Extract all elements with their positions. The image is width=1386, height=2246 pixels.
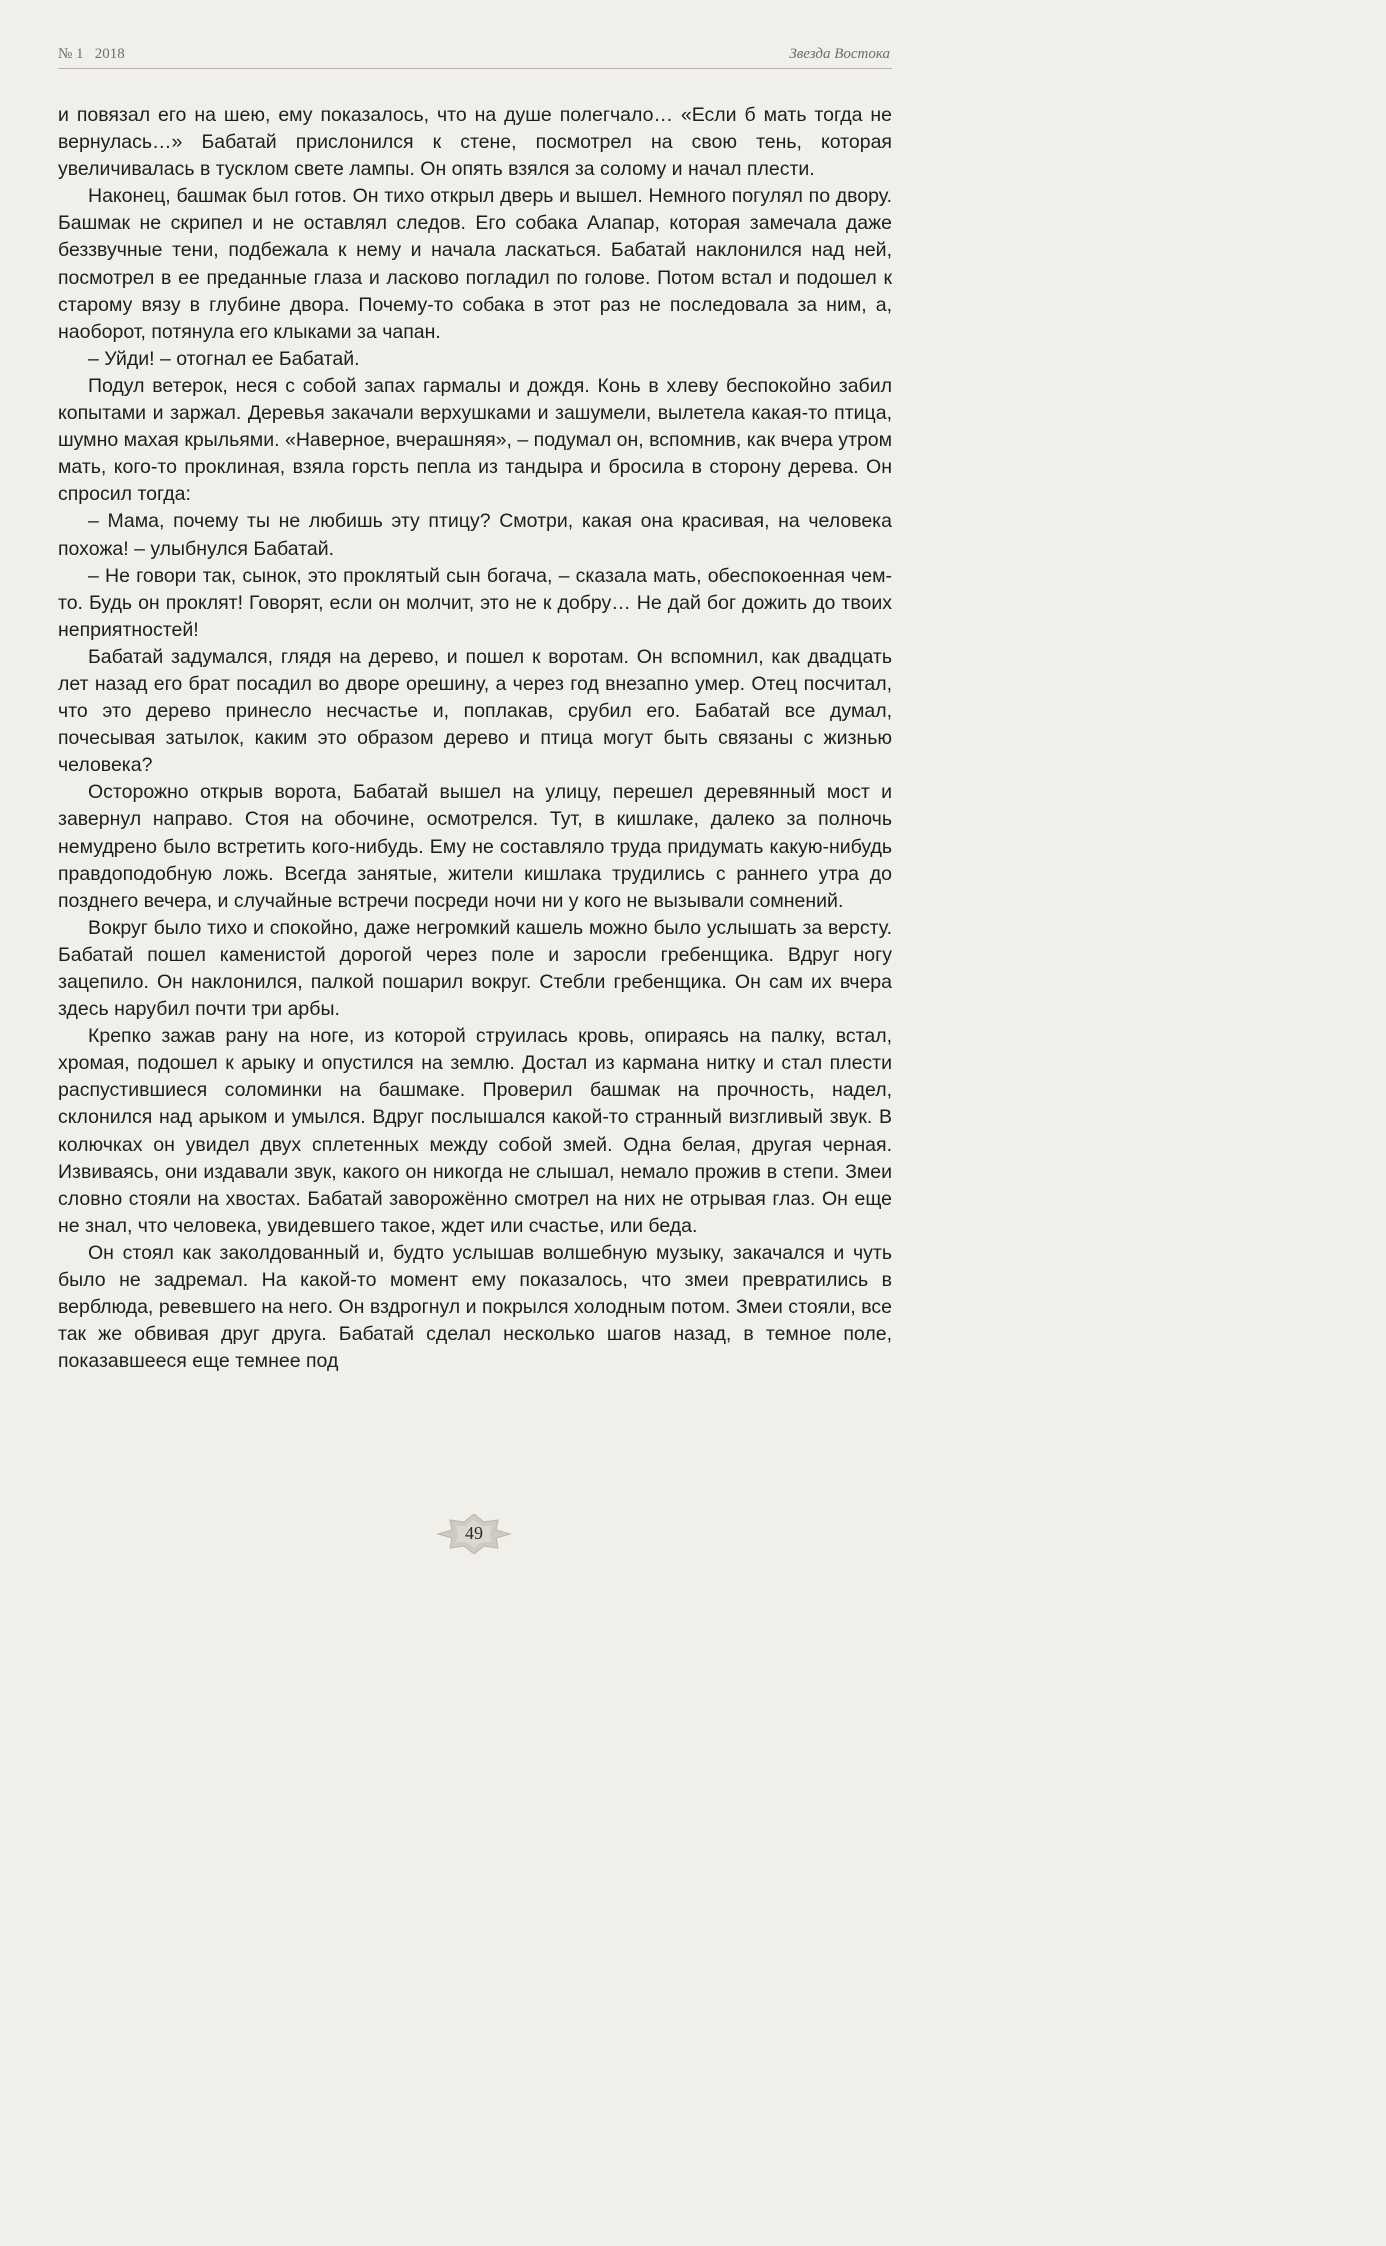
paragraph: – Мама, почему ты не любишь эту птицу? Смотри, какая она красивая, на человека похожа! – улыбнулся Бабатай. [58, 510, 892, 560]
article-body [58, 102, 892, 1375]
paragraph: Подул ветерок, неся с собой запах гармалы и дождя. Конь в хлеву беспокойно забил копытами и заржал. Деревья закачали верхушками и зашумели, вылетела какая-то птица, шумно махая крыльями. «Наверное, вчерашняя», – подумал он, вспомнив, как вчера утром мать, кого-то проклиная, взяла горсть пепла из тандыра и бросила в сторону дерева. Он спросил тогда: [58, 374, 892, 506]
paragraph: Крепко зажав рану на ноге, из которой струилась кровь, опираясь на палку, встал, хромая, подошел к арыку и опустился на землю. Достал из кармана нитку и стал плести распустившиеся соломинки на башмаке. Проверил башмак на прочность, надел, склонился над арыком и умылся. Вдруг послышался какой-то странный визгливый звук. В колючках он увидел двух сплетенных между собой змей. Одна белая, другая черная. Извиваясь, они издавали звук, какого он никогда не слышал, немало прожив в степи. Змеи словно стояли на хвостах. Бабатай заворожённо смотрел на них не отрывая глаз. Он еще не знал, что человека, увидевшего такое, ждет или счастье, или беда. [58, 1025, 892, 1237]
journal-title: Звезда Востока [789, 46, 890, 62]
paragraph: Осторожно открыв ворота, Бабатай вышел на улицу, перешел деревянный мост и завернул направо. Стоя на обочине, осмотрелся. Тут, в кишлаке, далеко за полночь немудрено было встретить кого-нибудь. Ему не составляло труда придумать какую-нибудь правдоподобную ложь. Всегда занятые, жители кишлака трудились с раннего утра до позднего вечера, и случайные встречи посреди ночи ни у кого не вызывали сомнений. [58, 781, 892, 912]
paragraph: Вокруг было тихо и спокойно, даже негромкий кашель можно было услышать за версту. Бабатай пошел каменистой дорогой через поле и заросли гребенщика. Вдруг ногу зацепило. Он наклонился, палкой пошарил вокруг. Стебли гребенщика. Он сам их вчера здесь нарубил почти три арбы. [58, 916, 892, 1021]
journal-page [0, 0, 968, 1568]
paragraph: и повязал его на шею, ему показалось, что на душе полегчало… «Если б мать тогда не вернулась…» Бабатай прислонился к стене, посмотрел на свою тень, которая увеличивалась в тусклом свете лампы. Он опять взялся за солому и начал плести. [58, 104, 892, 181]
page-number: 49 [465, 1523, 483, 1543]
paragraph: – Не говори так, сынок, это проклятый сын богача, – сказала мать, обеспокоенная чем-то. Будь он проклят! Говорят, если он молчит, это не к добру… Не дай бог дожить до твоих неприятностей! [58, 564, 892, 641]
paragraph: – Уйди! – отогнал ее Бабатай. [88, 347, 360, 370]
page-number-badge [430, 1514, 518, 1554]
running-head [0, 46, 968, 72]
paragraph: Он стоял как заколдованный и, будто услышав волшебную музыку, закачался и чуть было не задремал. На какой-то момент ему показалось, что змеи превратились в верблюда, ревевшего на него. Он вздрогнул и покрылся холодным потом. Змеи стояли, все так же обвивая друг друга. Бабатай сделал несколько шагов назад, в темное поле, показавшееся еще темнее под [58, 1241, 892, 1373]
issue-label: № 1 2018 [58, 46, 125, 62]
paragraph: Бабатай задумался, глядя на дерево, и пошел к воротам. Он вспомнил, как двадцать лет назад его брат посадил во дворе орешину, а через год внезапно умер. Отец посчитал, что это дерево принесло несчастье и, поплакав, срубил его. Бабатай все думал, почесывая затылок, каким это образом дерево и птица могут быть связаны с жизнью человека? [58, 645, 892, 777]
header-rule [58, 68, 892, 69]
paragraph: Наконец, башмак был готов. Он тихо открыл дверь и вышел. Немного погулял по двору. Башмак не скрипел и не оставлял следов. Его собака Алапар, которая замечала даже беззвучные тени, подбежала к нему и начала ласкаться. Бабатай наклонился над ней, посмотрел в ее преданные глаза и ласково погладил по голове. Потом встал и подошел к старому вязу в глубине двора. Почему-то собака в этот раз не последовала за ним, а, наоборот, потянула его клыками за чапан. [58, 185, 892, 343]
